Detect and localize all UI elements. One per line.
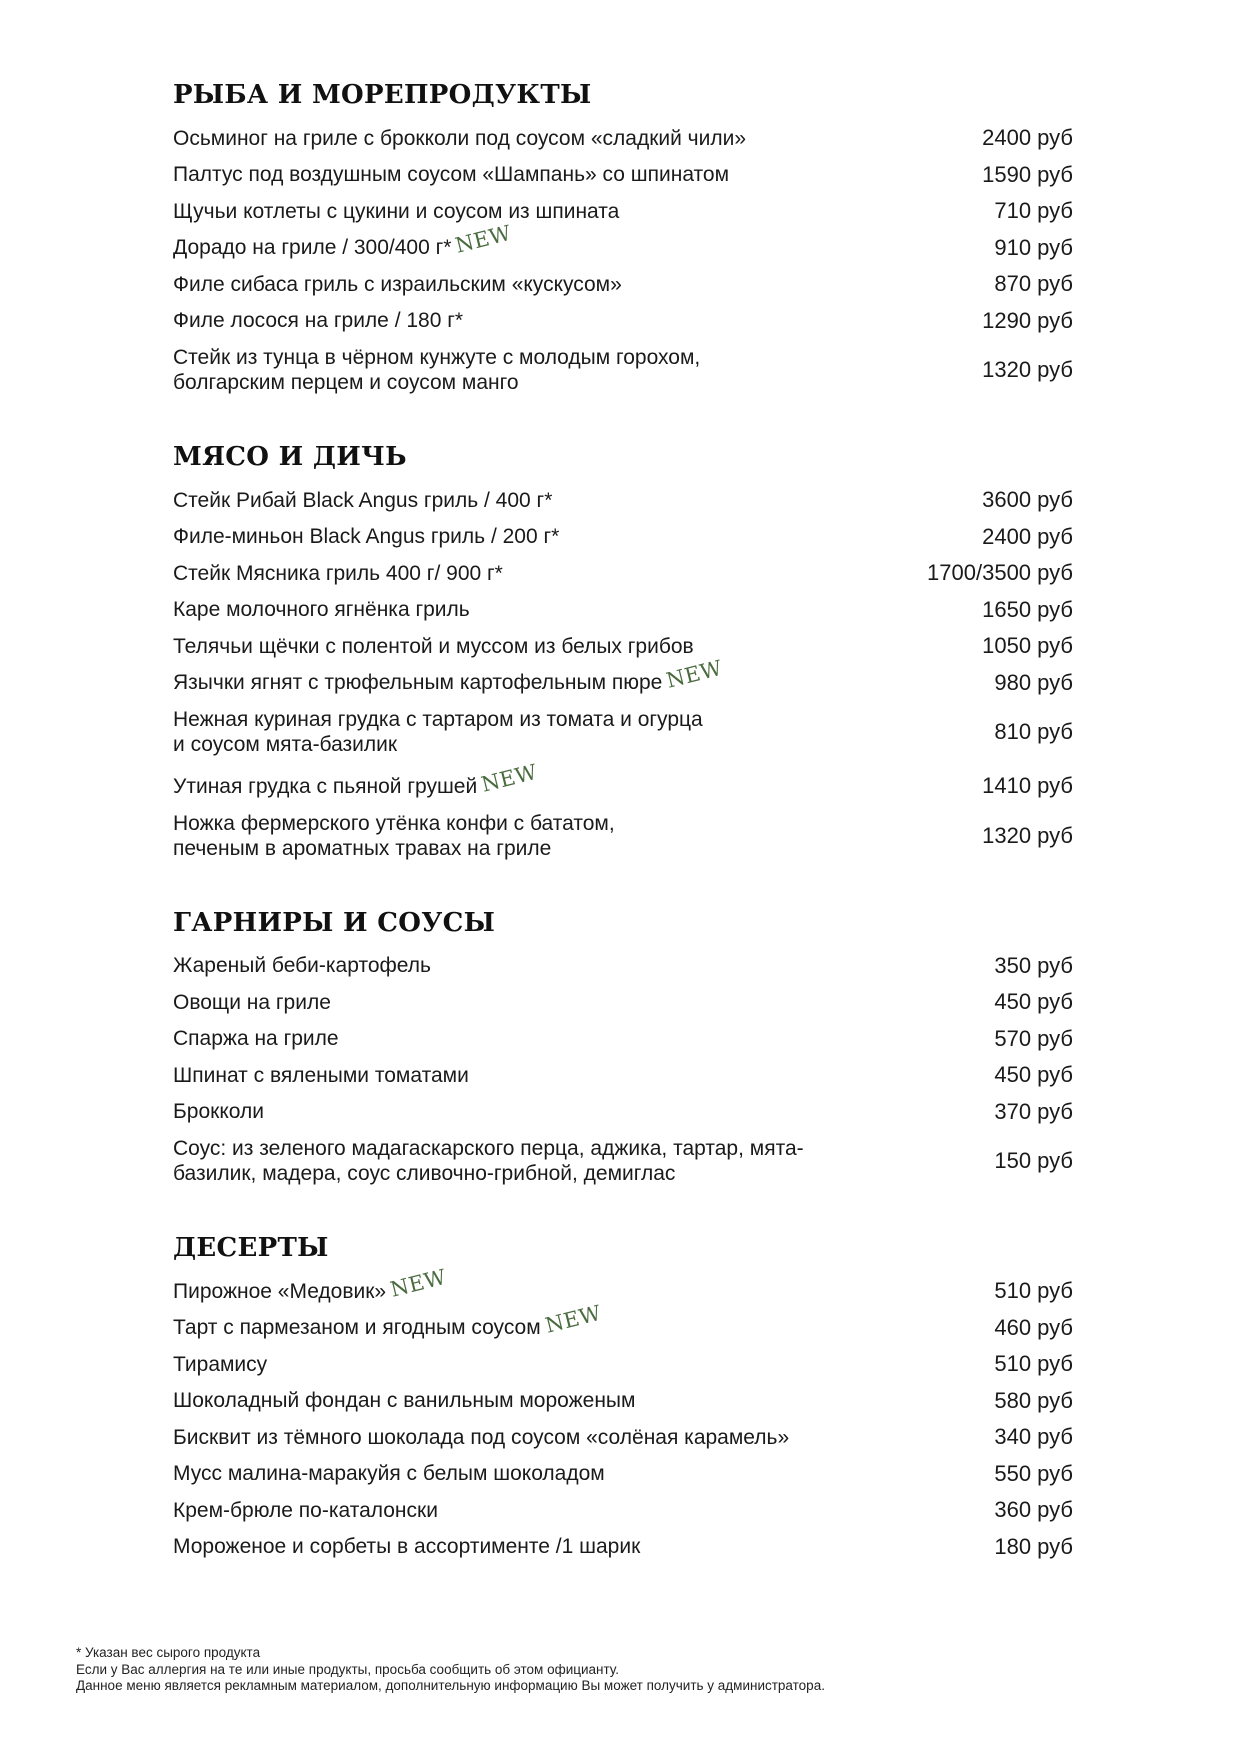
menu-item-name [173,597,470,622]
menu-item-name [173,561,503,586]
menu-item [173,193,1073,230]
menu-item-price: 460 руб [994,1314,1073,1340]
menu-section [173,440,1073,866]
menu-item-name-text: Филе-миньон Black Angus гриль / 200 г* [173,525,560,549]
menu-item-price: 3600 руб [982,487,1073,513]
new-badge: NEW [542,1300,604,1339]
menu-item [173,1264,1073,1310]
menu-item-name [173,953,431,978]
menu-item-price: 550 руб [994,1460,1073,1486]
menu-item-price: 370 руб [994,1098,1073,1124]
menu-item [173,806,1073,866]
menu-item-name-text: Осьминог на гриле с брокколи под соусом «сладкий чили» [173,126,747,150]
menu-item-name-text: Соус: из зеленого мадагаскарского перца, аджика, тартар, мята- базилик, мадера, соус сливочно-грибной, демиглас [173,1137,804,1185]
menu-item [173,482,1073,519]
menu-item [173,759,1073,805]
menu-item [173,1021,1073,1058]
menu-item [173,1057,1073,1094]
menu-item-name [173,1461,605,1486]
section-title: ГАРНИРЫ И СОУСЫ [173,907,496,938]
menu-item-name-text: Жареный беби-картофель [173,954,431,978]
menu-item-name [173,220,515,260]
menu-item [173,157,1073,194]
menu-item-price: 450 руб [994,989,1073,1015]
menu-item-name-text: Филе лосося на гриле / 180 г* [173,309,464,333]
menu-section [173,1231,1073,1565]
menu-item-name-text: Тирамису [173,1352,268,1376]
menu-item-name-text: Язычки ягнят с трюфельным картофельным пюре [173,671,663,695]
menu-item-price: 810 руб [994,719,1073,744]
menu-item-name [173,1534,640,1559]
menu-item-name [173,1300,604,1340]
menu-item [173,1094,1073,1131]
menu-item-name [173,308,463,333]
menu-item-price: 350 руб [994,952,1073,978]
menu-item-price: 710 руб [994,198,1073,224]
menu-item-name [173,634,694,659]
menu-item-name [173,811,615,861]
menu-item-name-text: Стейк из тунца в чёрном кунжуте с молодым горохом, болгарским перцем и соусом манго [173,346,701,394]
menu-item-price: 1320 руб [982,357,1073,382]
menu-item [173,303,1073,340]
menu-item-name-text: Мороженое и сорбеты в ассортименте /1 шарик [173,1535,641,1559]
menu-item-price: 1700/3500 руб [927,560,1073,586]
new-badge: NEW [453,220,515,259]
menu-item-name-text: Щучьи котлеты с цукини и соусом из шпината [173,199,620,223]
menu-item-name-text: Брокколи [173,1100,264,1124]
menu-item-name [173,1388,635,1413]
menu-item-name-text: Утиная грудка с пьяной грушей [173,774,478,798]
menu-item-price: 580 руб [994,1387,1073,1413]
menu-item-name-text: Мусс малина-маракуйя с белым шоколадом [173,1462,605,1486]
menu-content [173,78,1073,1605]
menu-item-name [173,1136,804,1186]
new-badge: NEW [387,1264,449,1302]
menu-item-name-text: Стейк Мясника гриль 400 г/ 900 г* [173,561,503,585]
menu-item-name [173,990,331,1015]
menu-item-name [173,524,559,549]
menu-item-name-text: Филе сибаса гриль с израильским «кускусом» [173,272,622,296]
menu-item-name-text: Ножка фермерского утёнка конфи с бататом, печеным в ароматных травах на гриле [173,811,615,860]
menu-item-name-text: Каре молочного ягнёнка гриль [173,598,470,622]
menu-item-name [173,488,552,513]
menu-item [173,266,1073,303]
menu-item-name [173,1264,449,1304]
menu-item [173,948,1073,985]
menu-item-name-text: Палтус под воздушным соусом «Шампань» со шпинатом [173,163,730,187]
new-badge: NEW [479,759,541,797]
menu-item-name-text: Шоколадный фондан с ванильным мороженым [173,1389,636,1413]
section-title: МЯСО И ДИЧЬ [173,442,407,472]
footnote-weight: * Указан вес сырого продукта [76,1645,261,1660]
menu-item-name-text: Телячьи щёчки с полентой и муссом из белых грибов [173,634,694,658]
menu-item [173,1456,1073,1493]
section-title: РЫБА И МОРЕПРОДУКТЫ [173,80,592,110]
menu-item [173,1131,1073,1191]
menu-item-name [173,1063,469,1088]
menu-item-name [173,1099,264,1124]
menu-item-name [173,707,703,757]
menu-item [173,628,1073,665]
menu-item-price: 360 руб [994,1497,1073,1523]
new-badge: NEW [664,655,726,694]
menu-item-name [173,199,619,224]
menu-item-price: 1590 руб [982,161,1073,187]
menu-item-name [173,1352,267,1377]
menu-item [173,1419,1073,1456]
menu-item-name [173,162,729,187]
menu-item-price: 510 руб [994,1278,1073,1304]
menu-item-name-text: Тарт с пармезаном и ягодным соусом [173,1316,541,1340]
menu-item-name-text: Овощи на гриле [173,990,331,1014]
menu-section [173,78,1073,400]
menu-item-name-text: Шпинат с вялеными томатами [173,1063,469,1087]
menu-item-price: 150 руб [994,1148,1073,1173]
menu-item-name-text: Спаржа на гриле [173,1027,339,1051]
menu-item [173,1300,1073,1347]
menu-item-name [173,1498,438,1523]
menu-item-name-text: Нежная куриная грудка с тартаром из томата и огурца и соусом мята-базилик [173,708,703,756]
menu-item-name [173,759,541,799]
menu-item-price: 1410 руб [982,773,1073,799]
menu-item-name [173,345,700,395]
menu-item [173,1492,1073,1529]
menu-item-price: 510 руб [994,1351,1073,1377]
menu-item-price: 1320 руб [982,822,1073,848]
menu-item-price: 1290 руб [982,307,1073,333]
menu-item-price: 2400 руб [982,523,1073,549]
menu-item [173,340,1073,400]
menu-item-name-text: Дорадо на гриле / 300/400 г* [173,236,452,260]
menu-item [173,1383,1073,1420]
menu-item-price: 570 руб [994,1025,1073,1051]
menu-item-name-text: Пирожное «Медовик» [173,1279,387,1303]
menu-item [173,984,1073,1021]
footnote-disclaimer: Данное меню является рекламным материалом, дополнительную информацию Вы может получить у администратора. [76,1678,825,1693]
menu-item-price: 910 руб [994,234,1073,260]
menu-item-price: 2400 руб [982,125,1073,151]
menu-item-name-text: Стейк Рибай Black Angus гриль / 400 г* [173,488,553,512]
menu-item [173,1529,1073,1566]
menu-item [173,555,1073,592]
footnotes [76,1645,825,1695]
menu-item [173,1346,1073,1383]
menu-item [173,655,1073,702]
menu-item-name [173,126,746,151]
menu-section [173,906,1073,1192]
menu-item-price: 1650 руб [982,596,1073,622]
menu-item-name-text: Бисквит из тёмного шоколада под соусом «солёная карамель» [173,1425,790,1449]
menu-item-price: 180 руб [994,1533,1073,1559]
menu-item [173,120,1073,157]
menu-item-price: 870 руб [994,271,1073,297]
menu-item-price: 340 руб [994,1424,1073,1450]
menu-item-name [173,272,622,297]
section-title: ДЕСЕРТЫ [173,1233,329,1263]
menu-item [173,220,1073,267]
footnote-allergy: Если у Вас аллергия на те или иные продукты, просьба сообщить об этом официанту. [76,1661,619,1677]
menu-item-name [173,655,726,695]
menu-item-price: 450 руб [994,1062,1073,1088]
menu-item-name [173,1425,789,1450]
menu-item-name-text: Крем-брюле по-каталонски [173,1498,438,1522]
menu-item-name [173,1026,339,1051]
menu-item [173,592,1073,629]
menu-item-price: 1050 руб [982,633,1073,659]
menu-item [173,702,1073,762]
menu-item-price: 980 руб [994,669,1073,695]
menu-item [173,519,1073,556]
